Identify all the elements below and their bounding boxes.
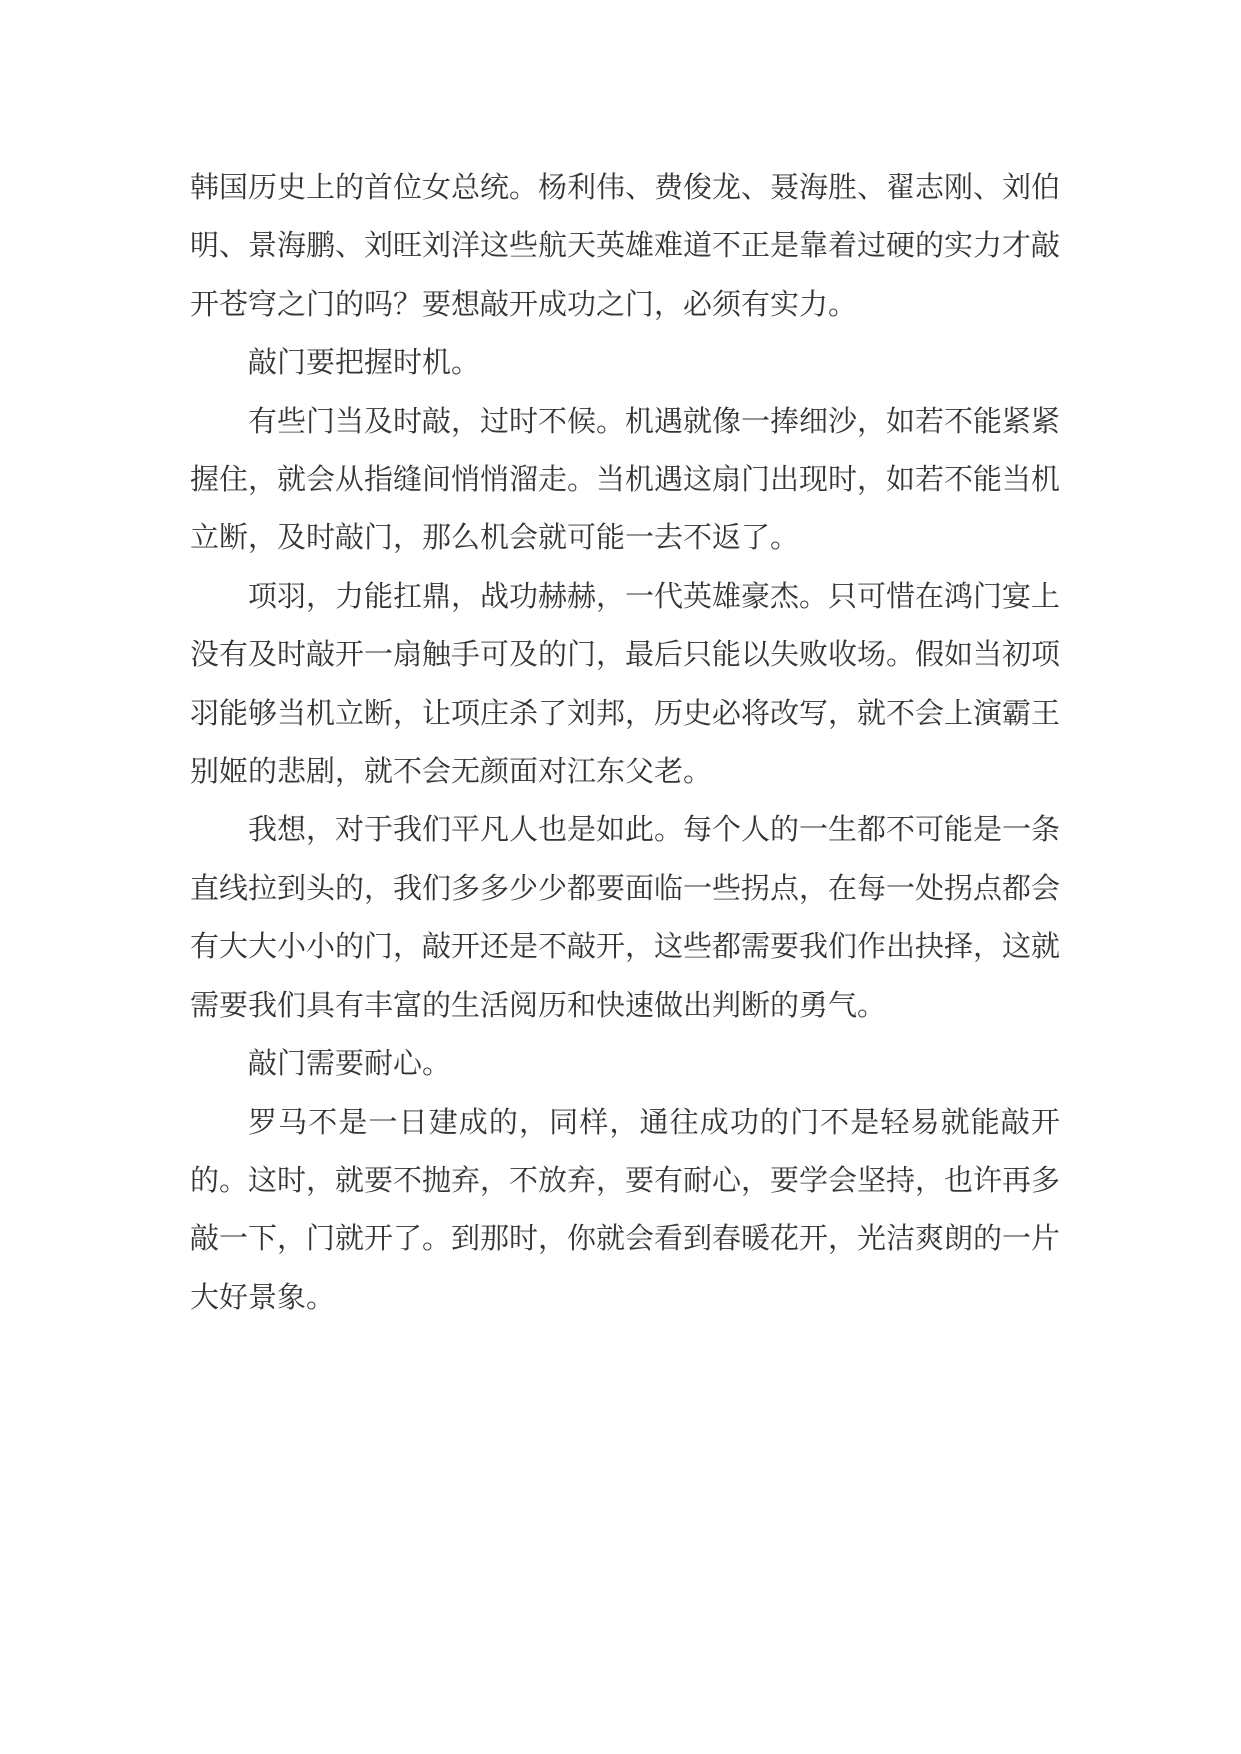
- document-body: [190, 158, 1060, 1326]
- paragraph-heading-timing: 敲门要把握时机。: [248, 345, 481, 380]
- paragraph: 项羽，力能扛鼎，战功赫赫，一代英雄豪杰。只可惜在鸿门宴上没有及时敲开一扇触手可及的门，最后只能以失败收场。假如当初项羽能够当机立断，让项庄杀了刘邦，历史必将改写，就不会上演霸王别姬的悲剧，就不会无颜面对江东父老。: [190, 578, 1061, 789]
- paragraph: 有些门当及时敲，过时不候。机遇就像一捧细沙，如若不能紧紧握住，就会从指缝间悄悄溜走。当机遇这扇门出现时，如若不能当机立断，及时敲门，那么机会就可能一去不返了。: [190, 403, 1061, 555]
- paragraph: 我想，对于我们平凡人也是如此。每个人的一生都不可能是一条直线拉到头的，我们多多少少都要面临一些拐点，在每一处拐点都会有大大小小的门，敲开还是不敲开，这些都需要我们作出抉择，这就需要我们具有丰富的生活阅历和快速做出判断的勇气。: [190, 812, 1061, 1022]
- paragraph: 罗马不是一日建成的，同样，通往成功的门不是轻易就能敲开的。这时，就要不抛弃，不放弃，要有耐心，要学会坚持，也许再多敲一下，门就开了。到那时，你就会看到春暖花开，光洁爽朗的一片大好景象。: [190, 1104, 1061, 1314]
- paragraph-continued: 韩国历史上的首位女总统。杨利伟、费俊龙、聂海胜、翟志刚、刘伯明、景海鹏、刘旺刘洋这些航天英雄难道不正是靠着过硬的实力才敲开苍穹之门的吗？要想敲开成功之门，必须有实力。: [190, 170, 1061, 321]
- paragraph-heading-patience: 敲门需要耐心。: [248, 1046, 452, 1081]
